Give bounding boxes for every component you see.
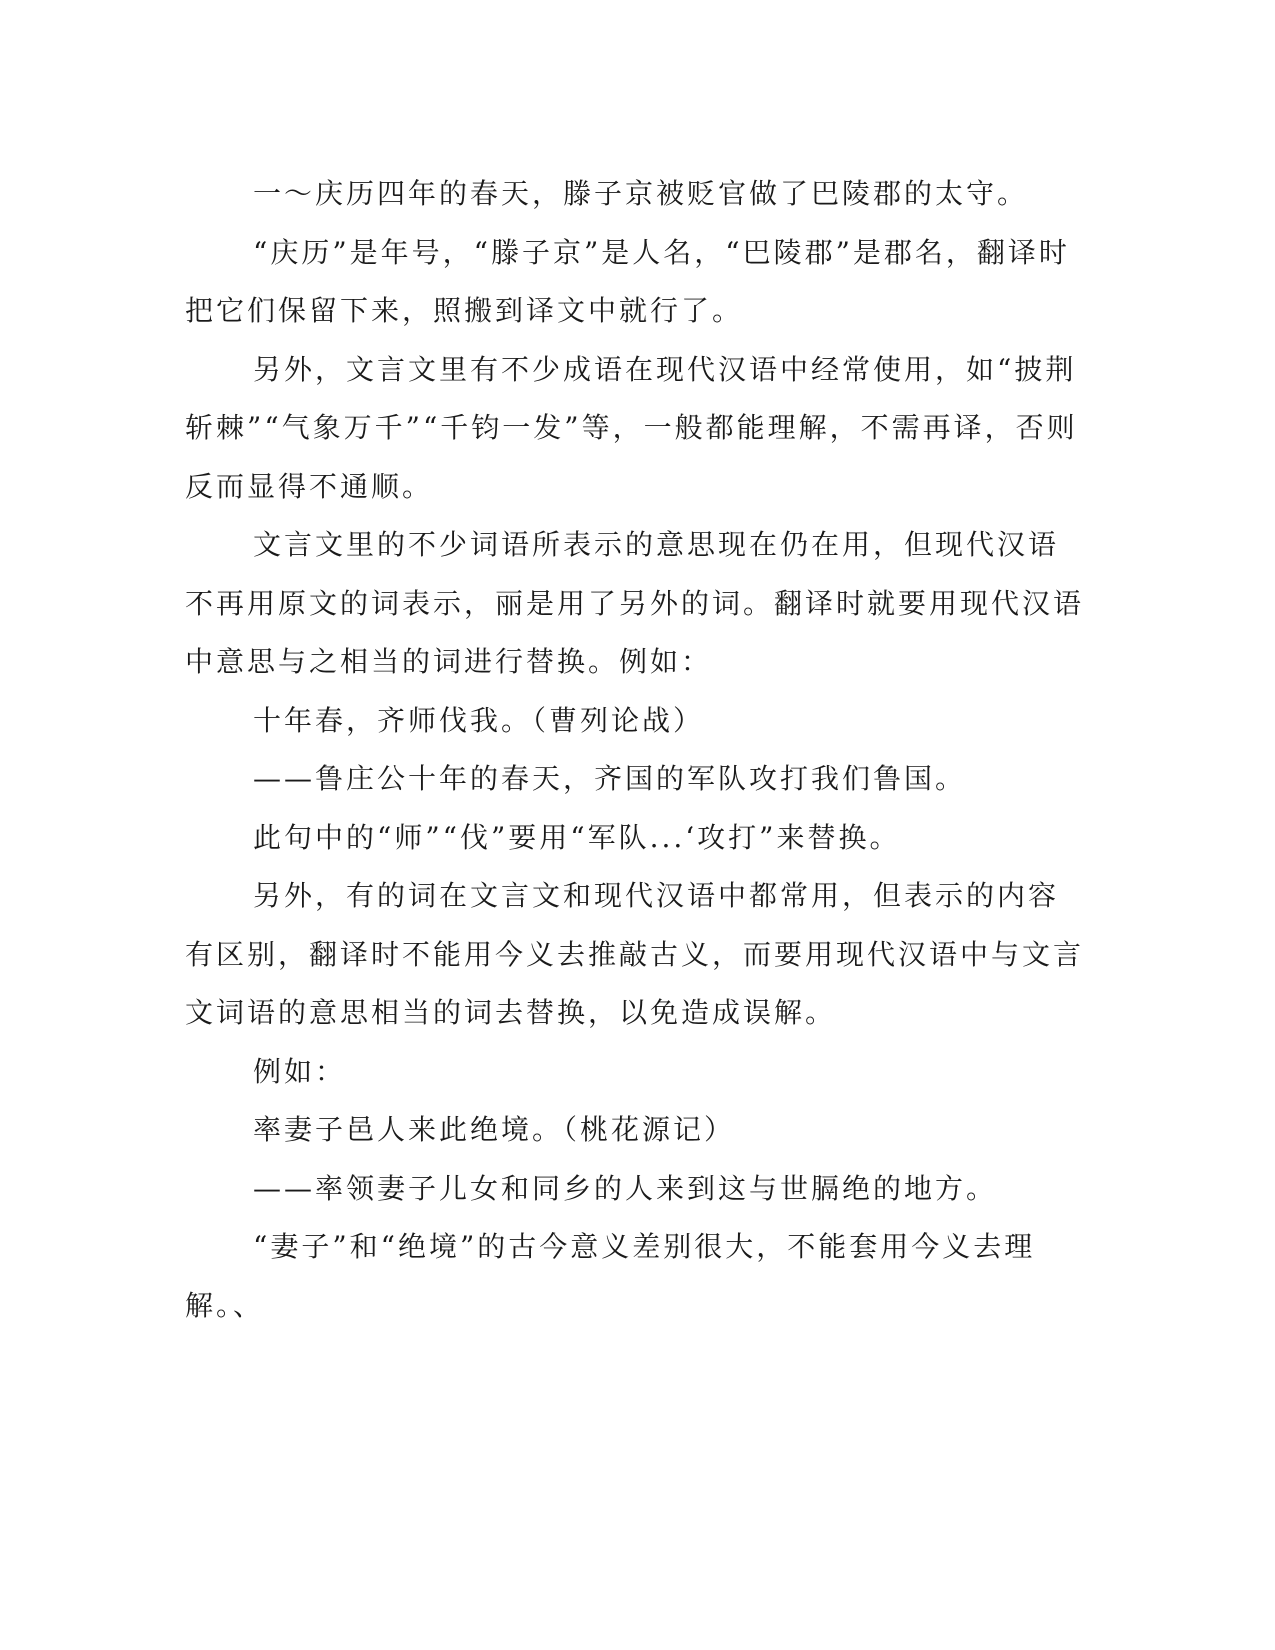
paragraph: 此句中的“师”“伐”要用“军队...‘攻打”来替换。 [253, 820, 901, 854]
document-body [185, 165, 1085, 1335]
paragraph: 另外，有的词在文言文和现代汉语中都常用，但表示的内容有区别，翻译时不能用今义去推敲古义，而要用现代汉语中与文言文词语的意思相当的词去替换，以免造成误解。 [185, 879, 1085, 1029]
paragraph: “庆历”是年号，“滕子京”是人名，“巴陵郡”是郡名，翻译时把它们保留下来，照搬到译文中就行了。 [185, 235, 1070, 327]
paragraph: ——鲁庄公十年的春天，齐国的军队攻打我们鲁国。 [253, 762, 967, 795]
paragraph: 十年春，齐师伐我。（曹列论战） [253, 703, 705, 737]
paragraph: 一～庆历四年的春天，滕子京被贬官做了巴陵郡的太守。 [253, 177, 1029, 210]
paragraph: 率妻子邑人来此绝境。（桃花源记） [253, 1113, 736, 1146]
paragraph: 文言文里的不少词语所表示的意思现在仍在用，但现代汉语不再用原文的词表示，丽是用了另外的词。翻译时就要用现代汉语中意思与之相当的词进行替换。例如： [185, 528, 1085, 678]
paragraph: “妻子”和“绝境”的古今意义差别很大，不能套用今义去理解。、 [185, 1230, 1036, 1322]
paragraph: ——率领妻子儿女和同乡的人来到这与世膈绝的地方。 [253, 1171, 998, 1205]
paragraph: 例如： [253, 1054, 347, 1088]
paragraph: 另外，文言文里有不少成语在现代汉语中经常使用，如“披荆斩棘”“气象万千”“千钧一发”等，一般都能理解，不需再译，否则反而显得不通顺。 [185, 352, 1078, 503]
